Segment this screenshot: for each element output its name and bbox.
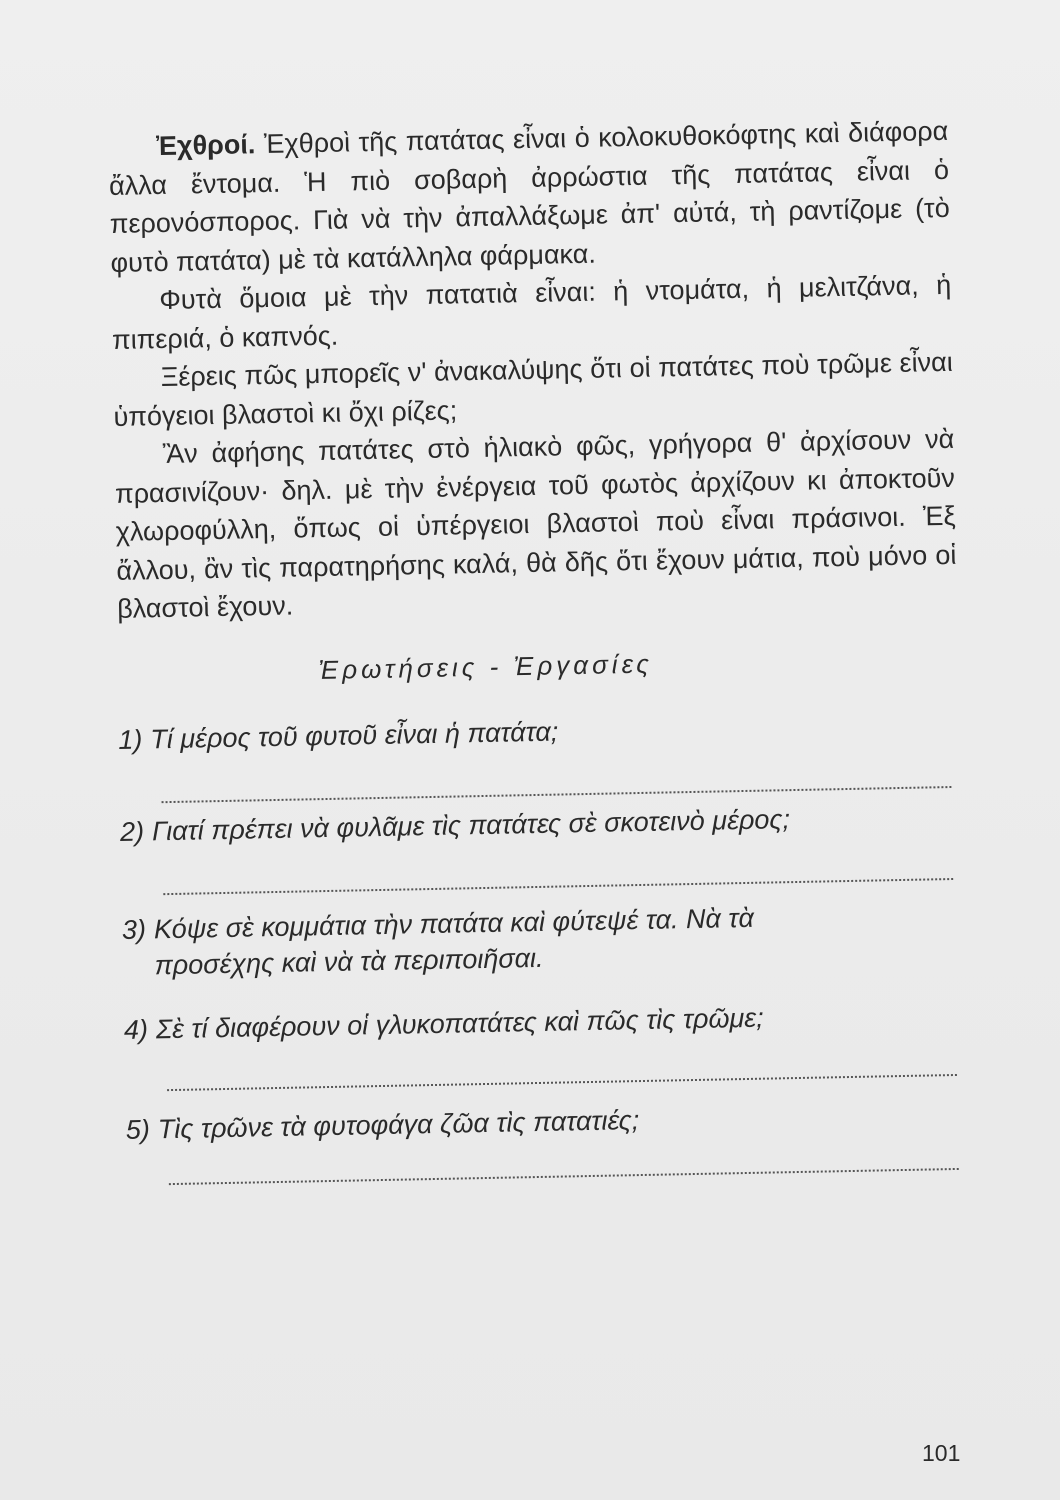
question-number: 4) — [123, 1014, 149, 1045]
questions-list — [118, 706, 968, 1145]
question-number: 2) — [119, 816, 145, 847]
question-number: 1) — [118, 724, 143, 755]
question-2 — [120, 798, 956, 850]
section-title: Ἐρωτήσεις - Ἐργασίες — [318, 648, 654, 685]
question-text: Γιατί πρέπει νὰ φυλᾶμε τὶς πατάτες σὲ σκοτεινὸ μέρος; — [151, 804, 791, 847]
answer-line-5[interactable] — [169, 1168, 959, 1185]
paragraph-enemies — [108, 112, 951, 282]
question-3 — [122, 896, 958, 984]
paragraph-similar-plants: Φυτὰ ὅμοια μὲ τὴν πατατιὰ εἶναι: ἡ ντομάτα, ἡ μελιτζάνα, ἡ πιπεριά, ὁ καπνός. — [111, 269, 952, 355]
question-1 — [118, 706, 954, 758]
answer-line-2[interactable] — [163, 878, 953, 895]
question-number: 3) — [121, 914, 147, 945]
body-text — [108, 112, 957, 629]
page-number: 101 — [922, 1440, 961, 1466]
question-4 — [124, 996, 960, 1048]
question-number: 5) — [125, 1114, 151, 1145]
paragraph-explanation: Ἂν ἀφήσης πατάτες στὸ ἡλιακὸ φῶς, γρήγορα θ' ἀρχίσουν νὰ πρασινίζουν· δηλ. μὲ τὴν ἐνέργεια τοῦ φωτὸς ἀρχίζουν κι ἀποκτοῦν χλωροφύλλη, ὅπως οἱ ὑπέργειοι βλαστοὶ ποὺ εἶναι πράσινοι. Ἐξ ἄλλου, ἂν τὶς παρατηρήσης καλά, θὰ δῆς ὅτι ἔχουν μάτια, ποὺ μόνο οἱ βλαστοὶ ἔχουν. — [114, 423, 957, 624]
question-text-continued: προσέχης καὶ νὰ τὰ περιποιῆσαι. — [154, 942, 544, 981]
paragraph-lead: Ἐχθροί. — [156, 129, 256, 162]
paragraph-text: Ἐχθροὶ τῆς πατάτας εἶναι ὁ κολοκυθοκόφτης καὶ διάφορα ἄλλα ἔντομα. Ἡ πιὸ σοβαρὴ ἀρρώστια τῆς πατάτας εἶναι ὁ περονόσπορος. Γιὰ νὰ τὴν ἀπαλλάξωμε ἀπ' αὐτά, τὴ ραντίζομε (τὸ φυτὸ πατάτα) μὲ τὰ κατάλληλα φάρμακα. — [108, 115, 950, 278]
paragraph-question: Ξέρεις πῶς μπορεῖς ν' ἀνακαλύψης ὅτι οἱ πατάτες ποὺ τρῶμε εἶναι ὑπόγειοι βλαστοὶ κι ὄχι ρίζες; — [113, 346, 953, 432]
question-5 — [125, 1096, 961, 1148]
question-text: Κόψε σὲ κομμάτια τὴν πατάτα καὶ φύτεψέ τα. Νὰ τὰ — [153, 902, 755, 945]
answer-line-4[interactable] — [167, 1074, 957, 1091]
question-text: Τὶς τρῶνε τὰ φυτοφάγα ζῶα τὶς πατατιές; — [157, 1105, 640, 1145]
question-text: Τί μέρος τοῦ φυτοῦ εἶναι ἡ πατάτα; — [150, 716, 559, 755]
question-text: Σὲ τί διαφέρουν οἱ γλυκοπατάτες καὶ πῶς τὶς τρῶμε; — [155, 1002, 764, 1045]
